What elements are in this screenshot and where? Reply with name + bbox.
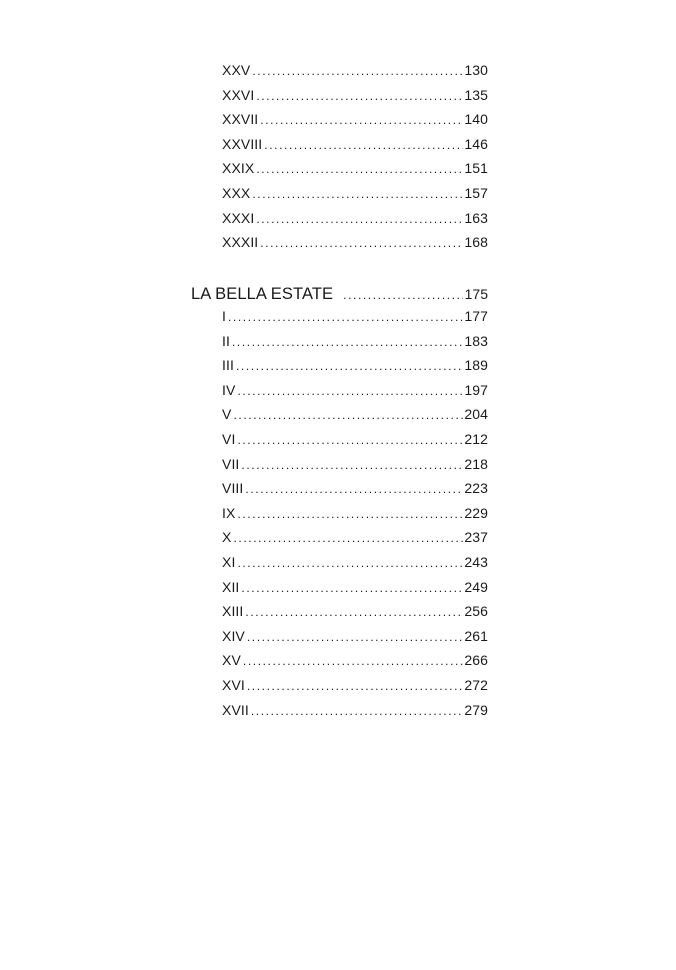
page-number: 243 — [464, 553, 488, 570]
dot-leader — [260, 113, 463, 127]
toc-entry[interactable] — [222, 333, 488, 358]
dot-leader — [343, 288, 463, 302]
toc-entry[interactable] — [222, 554, 488, 579]
dot-leader — [251, 704, 463, 718]
chapter-number: XXV — [222, 62, 251, 78]
page-number: 177 — [464, 308, 488, 324]
chapter-number: XXXII — [222, 234, 259, 251]
toc-entry[interactable] — [222, 111, 488, 136]
toc-entry[interactable] — [222, 579, 488, 604]
toc-entry[interactable] — [222, 677, 488, 702]
dot-leader — [237, 556, 463, 570]
toc-entry[interactable] — [222, 603, 488, 628]
page-number: 204 — [464, 406, 488, 423]
page-number: 223 — [464, 480, 488, 497]
chapter-number: XXVII — [222, 111, 259, 128]
dot-leader — [256, 212, 463, 226]
page-number: 197 — [464, 381, 488, 398]
toc-entry[interactable] — [222, 308, 488, 333]
toc-entry[interactable] — [222, 160, 488, 185]
toc-entry[interactable] — [222, 87, 488, 112]
chapter-number: XII — [222, 578, 240, 595]
chapter-number: III — [222, 357, 234, 374]
chapter-number: VI — [222, 430, 236, 447]
chapter-number: IX — [222, 504, 236, 521]
dot-leader — [237, 507, 463, 521]
toc-entry[interactable] — [222, 702, 488, 727]
dot-leader — [237, 384, 463, 398]
toc-section-chapters-continued — [222, 62, 488, 259]
chapter-number: XIV — [222, 627, 245, 644]
part-title: LA BELLA ESTATE — [191, 285, 334, 303]
chapter-number: XIII — [222, 603, 244, 620]
toc-entry[interactable] — [222, 505, 488, 530]
page-number: 189 — [464, 357, 488, 374]
page-number: 212 — [464, 430, 488, 447]
toc-entry[interactable] — [222, 382, 488, 407]
toc-part-heading[interactable] — [191, 285, 488, 304]
page-number: 157 — [464, 184, 488, 201]
page-number: 218 — [464, 455, 488, 472]
chapter-number: XXX — [222, 184, 251, 201]
page-number: 140 — [464, 111, 488, 128]
toc-entry[interactable] — [222, 431, 488, 456]
dot-leader — [260, 236, 463, 250]
toc-entry[interactable] — [222, 456, 488, 481]
chapter-number: XXVIII — [222, 135, 263, 152]
page-number: 151 — [464, 160, 488, 177]
page-number: 183 — [464, 332, 488, 349]
dot-leader — [256, 89, 463, 103]
dot-leader — [256, 162, 463, 176]
part-page-number: 175 — [464, 286, 488, 302]
dot-leader — [236, 359, 463, 373]
page-number: 266 — [464, 652, 488, 669]
dot-leader — [243, 654, 463, 668]
chapter-number: V — [222, 406, 232, 423]
toc-entry[interactable] — [222, 234, 488, 259]
page-number: 279 — [464, 701, 488, 718]
toc-entry[interactable] — [222, 136, 488, 161]
dot-leader — [233, 408, 463, 422]
toc-section-la-bella-estate — [222, 308, 488, 726]
toc-entry[interactable] — [222, 210, 488, 235]
page-number: 229 — [464, 504, 488, 521]
dot-leader — [247, 679, 463, 693]
dot-leader — [232, 335, 463, 349]
chapter-number: VII — [222, 455, 240, 472]
page-number: 130 — [464, 62, 488, 78]
chapter-number: XVII — [222, 701, 249, 718]
chapter-number: XV — [222, 652, 241, 669]
chapter-number: I — [222, 308, 226, 324]
page-number: 135 — [464, 86, 488, 103]
toc-entry[interactable] — [222, 628, 488, 653]
toc-entry[interactable] — [222, 480, 488, 505]
dot-leader — [245, 482, 463, 496]
dot-leader — [252, 64, 463, 78]
chapter-number: XI — [222, 553, 236, 570]
chapter-number: XVI — [222, 676, 245, 693]
dot-leader — [228, 310, 463, 324]
dot-leader — [237, 433, 463, 447]
chapter-number: VIII — [222, 480, 244, 497]
page-number: 272 — [464, 676, 488, 693]
toc-entry[interactable] — [222, 357, 488, 382]
page-number: 237 — [464, 529, 488, 546]
chapter-number: II — [222, 332, 230, 349]
toc-entry[interactable] — [222, 529, 488, 554]
dot-leader — [252, 187, 463, 201]
dot-leader — [245, 605, 463, 619]
chapter-number: X — [222, 529, 232, 546]
page-number: 261 — [464, 627, 488, 644]
chapter-number: XXXI — [222, 209, 255, 226]
dot-leader — [241, 581, 463, 595]
toc-entry[interactable] — [222, 652, 488, 677]
dot-leader — [233, 531, 463, 545]
chapter-number: XXVI — [222, 86, 255, 103]
chapter-number: IV — [222, 381, 236, 398]
dot-leader — [247, 630, 463, 644]
toc-entry[interactable] — [222, 62, 488, 87]
page-number: 163 — [464, 209, 488, 226]
dot-leader — [264, 138, 463, 152]
chapter-number: XXIX — [222, 160, 255, 177]
dot-leader — [241, 458, 463, 472]
page-number: 256 — [464, 603, 488, 620]
page-number: 168 — [464, 234, 488, 251]
page-number: 146 — [464, 135, 488, 152]
page-number: 249 — [464, 578, 488, 595]
toc-entry[interactable] — [222, 406, 488, 431]
toc-entry[interactable] — [222, 185, 488, 210]
